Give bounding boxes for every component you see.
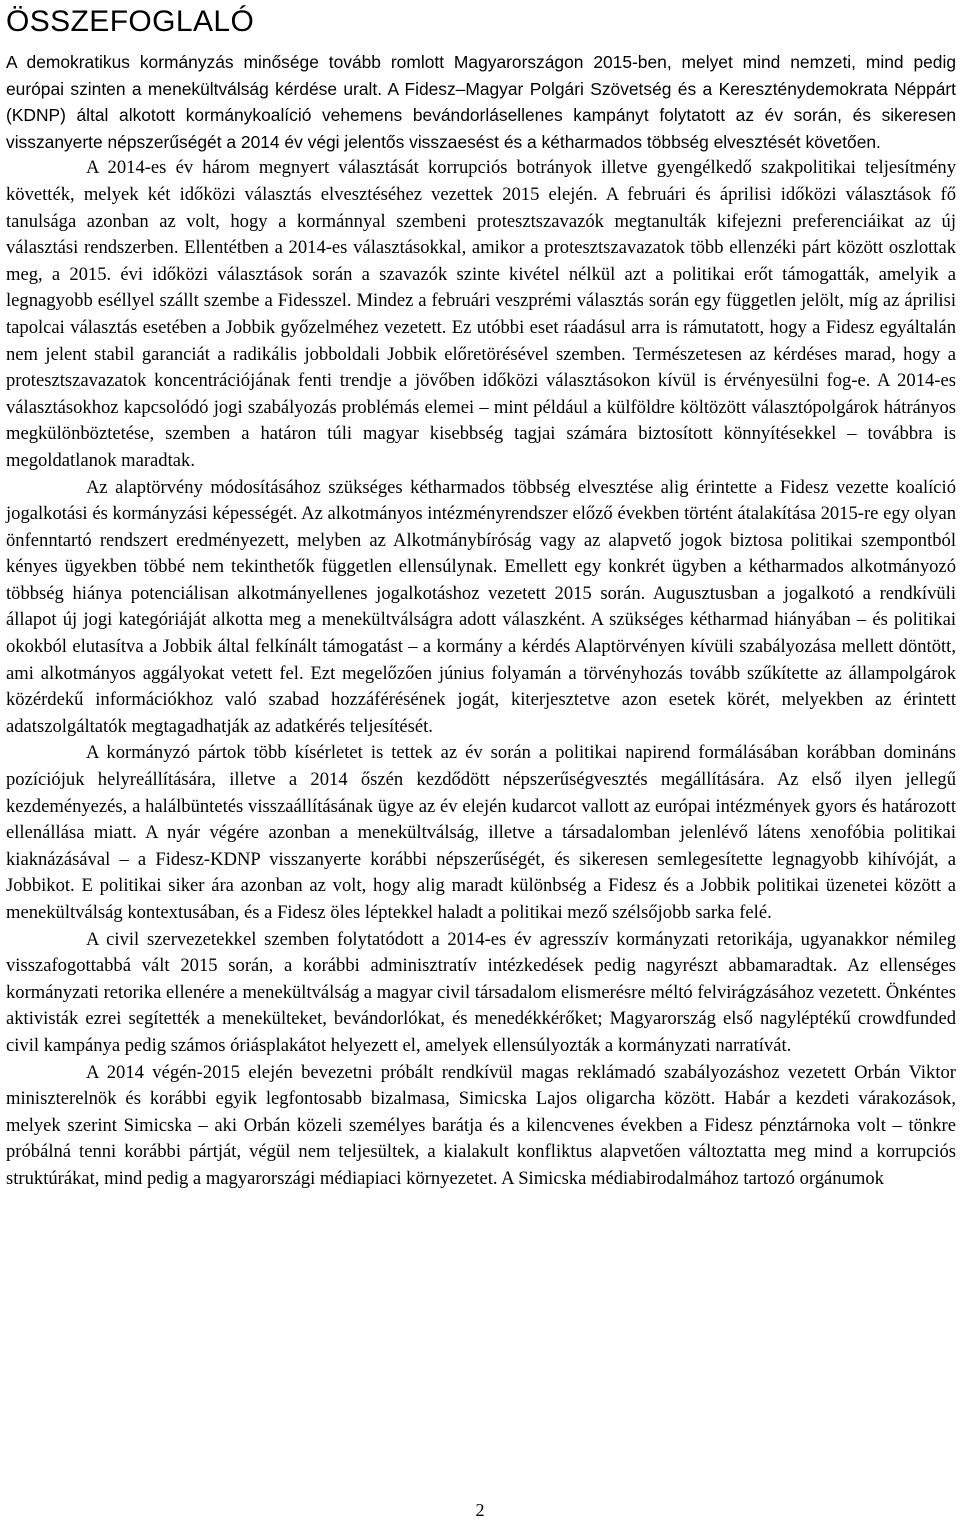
page-title: ÖSSZEFOGLALÓ: [6, 5, 255, 38]
document-body: [6, 49, 956, 1193]
paragraph-intro: A demokratikus kormányzás minősége tovább romlott Magyarországon 2015-ben, melyet mind nemzeti, mind pedig európai szinten a menekültválság kérdése uralt. A Fidesz–Magyar Polgári Szövetség és a Kereszténydemokrata Néppárt (KDNP) által alkotott kormánykoalíció vehemens bevándorlásellenes kampányt folytatott az év során, és sikeresen visszanyerte népszerűségét a 2014 év végi jelentős visszaesést és a kétharmados többség elvesztését követően.: [6, 52, 956, 152]
paragraph-civil-society: A civil szervezetekkel szemben folytatódott a 2014-es év agresszív kormányzati retorikája, ugyanakkor némileg visszafogottabbá vált 2015 során, a korábbi adminisztratív intézkedések pedig nagyrészt abbamaradtak. Az ellenséges kormányzati retorika ellenére a menekültválság a magyar civil társadalom elismerésre méltó felvirágzásához vezetett. Önkéntes aktivisták ezrei segítették a menekülteket, bevándorlókat, és menedékkérőket; Magyarország első nagyléptékű crowdfunded civil kampánya pedig számos óriásplakátot helyezett el, amelyek ellensúlyozták a kormányzati narratívát.: [6, 928, 956, 1056]
paragraph-elections: A 2014-es év három megnyert választását korrupciós botrányok illetve gyengélkedő szakpolitikai teljesítmény követték, melyek két időközi választás elvesztéséhez vezettek 2015 elején. A februári és áprilisi időközi választások fő tanulsága azonban az volt, hogy a kormánnyal szembeni protesztszavazók megtanulták kifejezni preferenciáikat az új választási rendszerben. Ellentétben a 2014-es választásokkal, amikor a protesztszavazatok több ellenzéki párt között oszlottak meg, a 2015. évi időközi választások során a szavazók szinte kivétel nélkül azt a politikai erőt támogatták, amelyik a legnagyobb eséllyel szállt szembe a Fidesszel. Mindez a februári veszprémi választás során egy független jelölt, míg az áprilisi tapolcai választás esetében a Jobbik győzelméhez vezetett. Ez utóbbi eset ráadásul arra is rámutatott, hogy a Fidesz egyáltalán nem jelent stabil garanciát a radikális jobboldali Jobbik előretörésével szemben. Természetesen az kérdéses marad, hogy a protesztszavazatok koncentrációjának fenti trendje a jövőben időközi választásokon kívül is érvényesülni fog-e. A 2014-es választásokhoz kapcsolódó jogi szabályozás problémás elemei – mint például a külföldre költözött választópolgárok hátrányos megkülönböztetése, szemben a határon túli magyar kisebbség tagjai számára biztosított könnyítésekkel – továbbra is megoldatlanok maradtak.: [6, 157, 956, 471]
paragraph-media: A 2014 végén-2015 elején bevezetni próbált rendkívül magas reklámadó szabályozáshoz vezetett Orbán Viktor miniszterelnök és korábbi egyik legfontosabb bizalmasa, Simicska Lajos oligarcha között. Habár a kezdeti várakozások, melyek szerint Simicska – aki Orbán közeli személyes barátja és a kilencvenes években a Fidesz pénztárnoka volt – tönkre próbálná tenni korábbi pártját, végül nem teljesültek, a kialakult konfliktus alapvetően változtatta meg mind a korrupciós struktúrákat, mind pedig a magyarországi médiapiaci környezetet. A Simicska médiabirodalmához tartozó orgánumok: [6, 1061, 956, 1189]
page-number: 2: [475, 1500, 485, 1520]
paragraph-governing-parties: A kormányzó pártok több kísérletet is tettek az év során a politikai napirend formálásában korábban domináns pozíciójuk helyreállítására, illetve a 2014 őszén kezdődött népszerűségvesztés megállítására. Az első ilyen jellegű kezdeményezés, a halálbüntetés visszaállításának ügye az év elején kudarcot vallott az európai intézmények gyors és határozott ellenállása miatt. A nyár végére azonban a menekültválság, illetve a társadalomban jelenlévő látens xenofóbia politikai kiaknázásával – a Fidesz-KDNP visszanyerte korábbi népszerűségét, és sikeresen semlegesítette legnagyobb kihívóját, a Jobbikot. E politikai siker ára azonban az volt, hogy alig maradt különbség a Fidesz és a Jobbik politikai üzenetei között a menekültválság kontextusában, és a Fidesz öles léptekkel haladt a politikai mező szélsőjobb sarka felé.: [6, 742, 956, 923]
paragraph-constitution: Az alaptörvény módosításához szükséges kétharmados többség elvesztése alig érintette a Fidesz vezette koalíció jogalkotási és kormányzási képességét. Az alkotmányos intézményrendszer előző években történt átalakítása 2015-re egy olyan önfenntartó rendszert eredményezett, melyben az Alkotmánybíróság vagy az alapvető jogok biztosa politikai szempontból kényes ügyekben többé nem tekinthetők független ellensúlynak. Emellett egy konkrét ügyben a kétharmados alkotmányozó többség hiánya potenciálisan alkotmányellenes jogalkotáshoz vezetett 2015 során. Augusztusban a jogalkotó a rendkívüli állapot új jogi kategóriáját alkotta meg a menekültválságra adott válaszként. A szükséges kétharmad hiányában – és politikai okokból elutasítva a Jobbik által felkínált támogatást – a kormány a kérdés Alaptörvényen kívüli szabályozása mellett döntött, ami alkotmányos aggályokat vetett fel. Ezt megelőzően június folyamán a törvényhozás tovább szűkítette az állampolgárok közérdekű információkhoz való szabad hozzáférésének jogát, kiterjesztetve azon esetek körét, melyekben az érintett adatszolgáltatók megtagadhatják az adatkérés teljesítését.: [6, 476, 956, 737]
